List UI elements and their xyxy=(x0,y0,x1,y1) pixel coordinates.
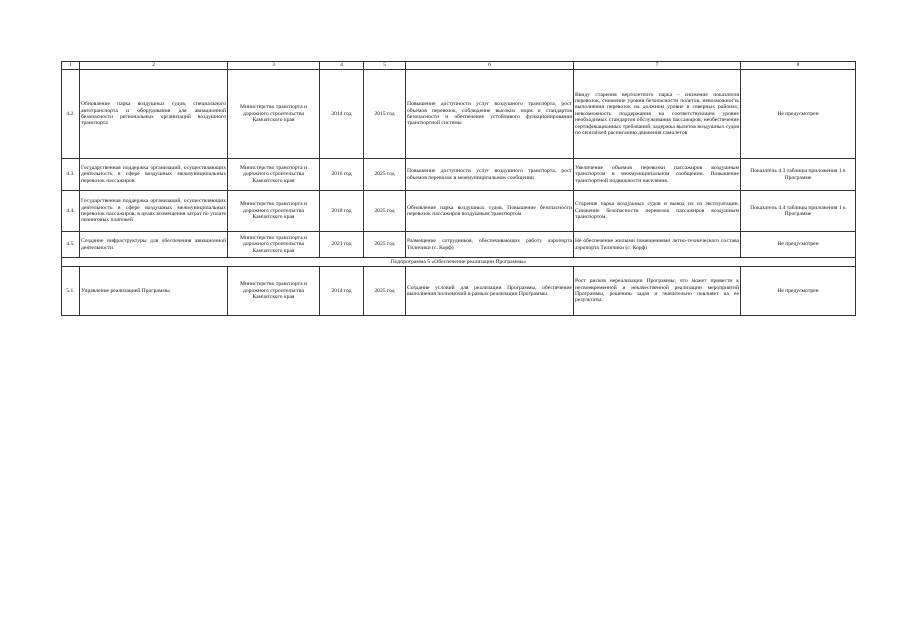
expected-result: Повышение доступности услуг воздушного транспорта, рост объемов перевозок, соблюдение высоких норм и стандартов безопасности и обеспечение устойчивого функционирования транспортной системы xyxy=(406,70,574,159)
start-year: 2014 год xyxy=(320,267,364,316)
column-number: 2 xyxy=(80,62,228,70)
column-number: 3 xyxy=(228,62,320,70)
non-implementation-consequence: Увеличение объемов перевозки пассажиров воздушным транспортом в межмуниципальном сообщении. Повышение транспортной подвижности населения. xyxy=(574,159,741,191)
table-row xyxy=(62,232,856,258)
column-number: 5 xyxy=(364,62,406,70)
end-year: 2025 год xyxy=(364,191,406,232)
start-year: 2016 год xyxy=(320,159,364,191)
executor: Министерство транспорта и дорожного строительства Камчатского края xyxy=(228,267,320,316)
end-year: 2015 год xyxy=(364,70,406,159)
executor: Министерство транспорта и дорожного строительства Камчатского края xyxy=(228,191,320,232)
measure-name: Создание инфраструктуры для обеспечения авиационной деятельности. xyxy=(80,232,228,258)
measure-name: Обновление парка воздушных судов, специального автотранспорта и оборудования для авиационной безопасности региональных организаций воздушного транспорта xyxy=(80,70,228,159)
related-indicator: Показатель 4.4 таблицы приложения 1 к Программе xyxy=(741,191,856,232)
row-number: 5.1. xyxy=(62,267,80,316)
executor: Министерство транспорта и дорожного строительства Камчатского края xyxy=(228,232,320,258)
table-row xyxy=(62,70,856,159)
row-number: 4.4. xyxy=(62,191,80,232)
column-number: 6 xyxy=(406,62,574,70)
non-implementation-consequence: Ввиду старения вертолетного парка - снижение показателя перевозок, снижение уровня безопасности полетов, невозможность выполнения перевозок на должном уровне в северных районах; невозможность поддержания на соответствующем уровне необходимых стандартов обслуживания пассажиров, необеспечение сертификационных требований, задержка вылетов воздушных судов по centralised расписанию движения самолетов xyxy=(574,70,741,159)
non-implementation-consequence: Рост рисков нереализации Программы, что может привести к несвоевременной и некачественной реализации мероприятий Программы, решению задач и значительно повлияет на ее результаты. xyxy=(574,267,741,316)
related-indicator: Не предусмотрен xyxy=(741,267,856,316)
related-indicator: Не предусмотрен xyxy=(741,232,856,258)
row-number: 4.2. xyxy=(62,70,80,159)
column-number: 8 xyxy=(741,62,856,70)
end-year: 2025 год xyxy=(364,232,406,258)
table-header-row xyxy=(62,62,856,70)
column-number: 1 xyxy=(62,62,80,70)
related-indicator: Показатель 4.3 таблицы приложения 1 к Программе xyxy=(741,159,856,191)
measure-name: Государственная поддержка организаций, осуществляющих деятельность в сфере воздушных межмуниципальных перевозок пассажиров xyxy=(80,159,228,191)
subprogram-title: Подпрограмма 5 «Обеспечение реализации Программы» xyxy=(62,258,856,267)
executor: Министерство транспорта и дорожного строительства Камчатского края xyxy=(228,70,320,159)
table-row xyxy=(62,267,856,316)
table-row xyxy=(62,191,856,232)
expected-result: Обновление парка воздушных судов. Повышение безопасности перевозок пассажиров воздушным транспортом. xyxy=(406,191,574,232)
expected-result: Повышение доступности услуг воздушного транспорта, рост объемов перевозок в межмуниципальном сообщении xyxy=(406,159,574,191)
related-indicator: Не предусмотрен xyxy=(741,70,856,159)
expected-result: Размещение сотрудников, обеспечивающих работу аэропорта Тиличики (с. Корф) xyxy=(406,232,574,258)
start-year: 2021 год xyxy=(320,232,364,258)
subprogram-row xyxy=(62,258,856,267)
row-number: 4.3. xyxy=(62,159,80,191)
executor: Министерство транспорта и дорожного строительства Камчатского края xyxy=(228,159,320,191)
column-number: 7 xyxy=(574,62,741,70)
end-year: 2025 год xyxy=(364,267,406,316)
measures-table xyxy=(61,61,856,316)
measure-name: Управление реализацией Программы xyxy=(80,267,228,316)
table-row xyxy=(62,159,856,191)
non-implementation-consequence: Старение парка воздушных судов и вывод их из эксплуатации. Снижение безопасности перевозок пассажиров воздушным транспортом. xyxy=(574,191,741,232)
non-implementation-consequence: Не обеспечение жилыми помещениями летно-технического состава аэропорта Тиличики (с. Корф) xyxy=(574,232,741,258)
column-number: 4 xyxy=(320,62,364,70)
measure-name: Государственная поддержка организаций, осуществляющих деятельность в сфере воздушных межмуниципальных перевозок пассажиров, в целях возмещения затрат по уплате лизинговых платежей xyxy=(80,191,228,232)
row-number: 4.5. xyxy=(62,232,80,258)
end-year: 2025 год xyxy=(364,159,406,191)
expected-result: Создание условий для реализации Программы, обеспечение выполнения полномочий в рамках реализации Программы. xyxy=(406,267,574,316)
start-year: 2014 год xyxy=(320,70,364,159)
start-year: 2018 год xyxy=(320,191,364,232)
